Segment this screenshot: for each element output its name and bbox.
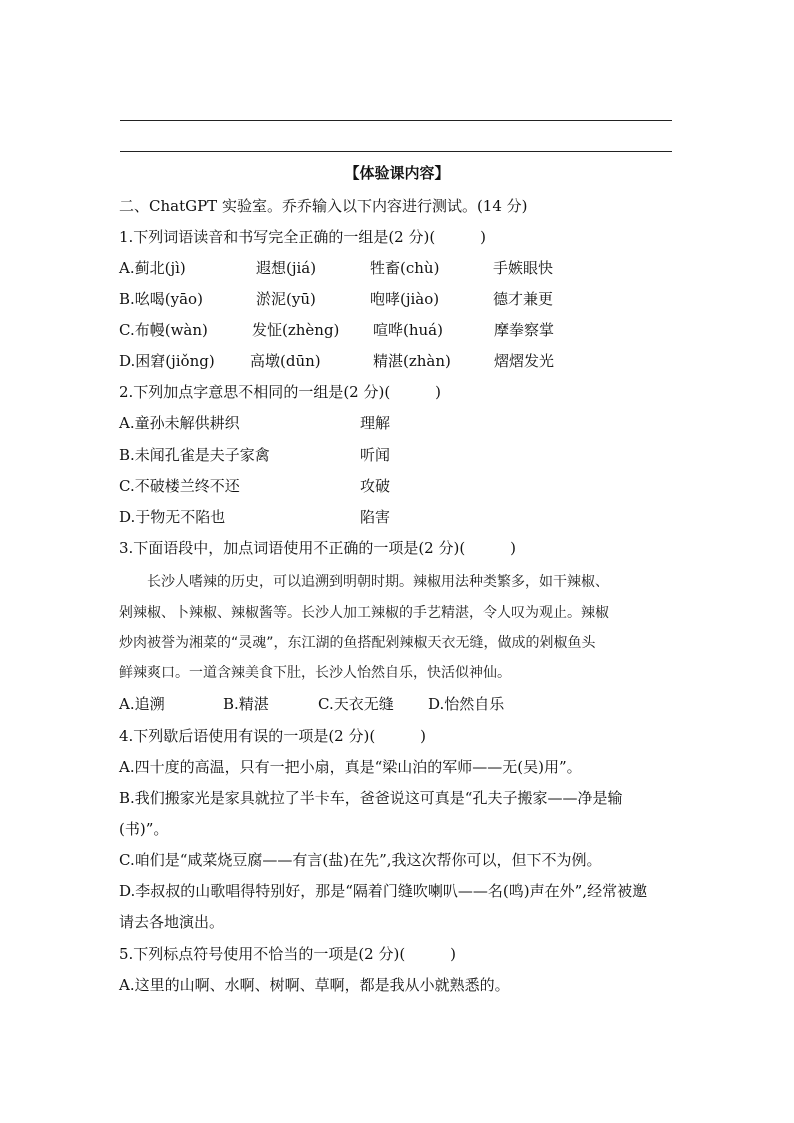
q1-option-b-word-4: 德才兼更 xyxy=(493,290,554,308)
section-title: 【体验课内容】 xyxy=(344,164,450,182)
q4-option-d-line-1: D.李叔叔的山歌唱得特别好，那是“隔着门缝吹喇叭——名(鸣)声在外”,经常被邀 xyxy=(119,882,648,900)
q1-option-b-word-3: 咆哮(jiào) xyxy=(370,290,440,308)
q2-option-d-word: 陷害 xyxy=(360,508,391,526)
q4-option-d-line-2: 请去各地演出。 xyxy=(119,913,225,931)
q1-option-c-word-3: 喧哗(huá) xyxy=(373,321,443,339)
q2-option-a-sentence: A.童孙未解供耕织 xyxy=(119,414,240,432)
q1-option-d-word-4: 熠熠发光 xyxy=(494,352,555,370)
q1-option-d-word-3: 精湛(zhàn) xyxy=(373,352,451,370)
q4-option-b-line-2: (书)”。 xyxy=(119,820,169,838)
q3-option-a: A.追溯 xyxy=(119,695,165,713)
answer-line-2 xyxy=(120,151,672,152)
q1-option-a-word-4: 手嫉眼快 xyxy=(493,259,554,277)
answer-line-1 xyxy=(120,120,672,121)
q1-option-b-word-1: B.吆喝(yāo) xyxy=(119,290,203,308)
q2-option-c-word: 攻破 xyxy=(360,477,391,495)
q2-option-a-word: 理解 xyxy=(360,414,391,432)
q4-stem: 4.下列歇后语使用有误的一项是(2 分)( ) xyxy=(119,727,427,745)
q2-option-b-word: 听闻 xyxy=(360,446,391,464)
q2-option-d-sentence: D.于物无不陷也 xyxy=(119,508,226,526)
section-intro: 二、ChatGPT 实验室。乔乔输入以下内容进行测试。(14 分) xyxy=(119,197,528,215)
q1-option-c-word-1: C.布幔(wàn) xyxy=(119,321,208,339)
q2-option-b-sentence: B.未闻孔雀是夫子家禽 xyxy=(119,446,270,464)
q1-option-c-word-2: 发怔(zhèng) xyxy=(252,321,340,339)
q1-stem: 1.下列词语读音和书写完全正确的一组是(2 分)( ) xyxy=(119,228,487,246)
q3-passage-line-1: 长沙人嗜辣的历史，可以追溯到明朝时期。辣椒用法种类繁多，如干辣椒、 xyxy=(119,574,609,590)
q3-passage-line-4: 鲜辣爽口。一道含辣美食下肚，长沙人怡然自乐，快活似神仙。 xyxy=(119,665,511,681)
q1-option-c-word-4: 摩拳察掌 xyxy=(494,321,555,339)
q4-option-b-line-1: B.我们搬家光是家具就拉了半卡车，爸爸说这可真是“孔夫子搬家——净是输 xyxy=(119,789,623,807)
q3-option-c: C.天衣无缝 xyxy=(318,695,394,713)
q1-option-d-word-1: D.困窘(jiǒng) xyxy=(119,352,215,370)
q3-option-d: D.怡然自乐 xyxy=(428,695,505,713)
q1-option-d-word-2: 高墩(dūn) xyxy=(250,352,321,370)
q3-passage-line-3: 炒肉被誉为湘菜的“灵魂”，东江湖的鱼搭配剁辣椒天衣无缝，做成的剁椒鱼头 xyxy=(119,635,596,651)
q4-option-c: C.咱们是“咸菜烧豆腐——有言(盐)在先”,我这次帮你可以，但下不为例。 xyxy=(119,851,602,869)
q5-option-a: A.这里的山啊、水啊、树啊、草啊，都是我从小就熟悉的。 xyxy=(119,976,510,994)
q2-option-c-sentence: C.不破楼兰终不还 xyxy=(119,477,240,495)
q2-stem: 2.下列加点字意思不相同的一组是(2 分)( ) xyxy=(119,383,442,401)
q1-option-b-word-2: 淤泥(yū) xyxy=(256,290,316,308)
q1-option-a-word-2: 遐想(jiá) xyxy=(256,259,317,277)
q3-passage-line-2: 剁辣椒、卜辣椒、辣椒酱等。长沙人加工辣椒的手艺精湛，令人叹为观止。辣椒 xyxy=(119,605,609,621)
q5-stem: 5.下列标点符号使用不恰当的一项是(2 分)( ) xyxy=(119,945,457,963)
q3-option-b: B.精湛 xyxy=(223,695,269,713)
q4-option-a: A.四十度的高温，只有一把小扇，真是“梁山泊的军师——无(吴)用”。 xyxy=(119,758,582,776)
q1-option-a-word-3: 牲畜(chù) xyxy=(370,259,440,277)
q3-stem: 3.下面语段中，加点词语使用不正确的一项是(2 分)( ) xyxy=(119,539,517,557)
q1-option-a-word-1: A.蓟北(jì) xyxy=(119,259,186,277)
